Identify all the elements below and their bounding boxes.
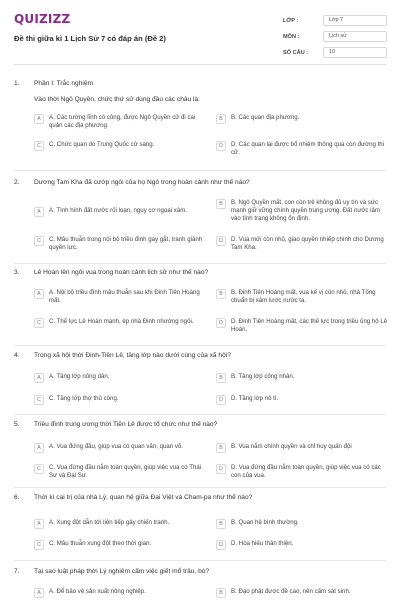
option-letter-box: A xyxy=(34,114,44,124)
option-d[interactable] xyxy=(216,318,390,334)
question-number: 2. xyxy=(14,179,20,186)
option-a[interactable] xyxy=(34,289,208,305)
option-d[interactable] xyxy=(216,540,390,550)
option-text: A. Xung đột dẫn tới liên tiếp gây chiến tranh. xyxy=(49,519,170,526)
option-text: A. Tầng lớp nông dân. xyxy=(49,373,110,380)
option-a[interactable] xyxy=(34,207,208,217)
option-b[interactable] xyxy=(216,114,390,124)
option-text: B. Tầng lớp công nhân. xyxy=(231,373,295,380)
option-letter-box: D xyxy=(216,236,226,246)
option-letter-box: B xyxy=(216,373,226,383)
option-text: A. Tình hình đất nước rối loạn, nguy cơ ngoại xâm. xyxy=(49,207,187,214)
meta-row-class xyxy=(283,13,387,28)
question-number: 6. xyxy=(14,494,20,501)
worksheet-title: Đề thi giữa kì 1 Lịch Sử 7 có đáp án (Đề 2) xyxy=(14,34,166,43)
question-divider xyxy=(14,560,386,561)
question-divider xyxy=(14,263,386,264)
meta-value-box: Lịch sử xyxy=(323,31,387,42)
question-text: Vào thời Ngô Quyền, chức thứ sử dùng đầu các châu là: xyxy=(34,96,201,103)
option-a[interactable] xyxy=(34,519,208,529)
option-letter-box: D xyxy=(216,141,226,151)
question-text: Dương Tam Kha đã cướp ngôi của họ Ngô trong hoàn cảnh như thế nào? xyxy=(34,179,250,186)
option-letter-box: C xyxy=(34,236,44,246)
option-letter-box: B xyxy=(216,114,226,124)
question-divider xyxy=(14,414,386,415)
question-6 xyxy=(14,494,386,558)
question-text: Triều đình trung ương thời Tiền Lê được tổ chức như thế nào? xyxy=(34,421,218,428)
option-b[interactable] xyxy=(216,588,390,598)
question-divider xyxy=(14,345,386,346)
option-text: C. Vua đứng đầu nắm toàn quyền, giúp việc vua có Thái Sư và Đại Sư. xyxy=(49,464,202,479)
option-text: A. Nội bộ triều đình mâu thuẫn sau khi Đinh Tiên Hoàng mất. xyxy=(49,289,200,304)
option-letter-box: D xyxy=(216,540,226,550)
option-letter-box: D xyxy=(216,318,226,328)
option-d[interactable] xyxy=(216,141,390,157)
option-text: D. Tầng lớp nô tì. xyxy=(231,395,279,402)
option-letter-box: C xyxy=(34,395,44,405)
option-text: D. Hòa hiếu thân thiện. xyxy=(231,540,294,547)
option-text: C. Tầng lớp thợ thủ công. xyxy=(49,395,119,402)
meta-label: LỚP : xyxy=(283,17,299,24)
question-text: Trong xã hội thời Đinh-Tiền Lê, tầng lớp nào dưới cùng của xã hội? xyxy=(34,352,231,359)
option-letter-box: A xyxy=(34,207,44,217)
option-letter-box: D xyxy=(216,395,226,405)
option-letter-box: B xyxy=(216,588,226,598)
option-letter-box: A xyxy=(34,588,44,598)
question-number: 4. xyxy=(14,352,20,359)
option-letter-box: A xyxy=(34,443,44,453)
option-a[interactable] xyxy=(34,114,208,130)
option-letter-box: C xyxy=(34,464,44,474)
meta-label: SỐ CÂU : xyxy=(283,49,309,56)
option-d[interactable] xyxy=(216,395,390,405)
option-letter-box: B xyxy=(216,519,226,529)
meta-value-box: 10 xyxy=(323,47,387,58)
option-text: D. Đinh Tiên Hoàng mất, các thế lực trong triều ủng hộ Lê Hoàn. xyxy=(231,318,388,333)
meta-row-subject xyxy=(283,29,387,44)
option-letter-box: A xyxy=(34,289,44,299)
option-letter-box: B xyxy=(216,289,226,299)
option-text: D. Các quan lại được bổ nhiệm thông qua con đường thi cử. xyxy=(231,141,385,156)
option-c[interactable] xyxy=(34,464,208,480)
option-c[interactable] xyxy=(34,395,208,405)
question-number: 5. xyxy=(14,421,20,428)
question-text: Lê Hoàn lên ngôi vua trong hoàn cảnh lịch sử như thế nào? xyxy=(34,269,209,276)
option-text: D. Vua mới còn nhỏ, giao quyền nhiếp chính cho Dương Tam Kha. xyxy=(231,236,384,251)
option-text: B. Ngô Quyền mất, con còn trẻ không đủ uy tín và sức mạnh giữ vững chính quyền trung ương. Đất nước lâm vào tình trạng không ổn định. xyxy=(231,199,380,222)
option-text: C. Thế lực Lê Hoàn mạnh, ép nhà Đinh nhường ngôi. xyxy=(49,318,194,325)
option-letter-box: B xyxy=(216,199,226,209)
option-c[interactable] xyxy=(34,540,208,550)
option-text: B. Quan hệ bình thường. xyxy=(231,519,299,526)
question-divider xyxy=(14,487,386,488)
option-b[interactable] xyxy=(216,519,390,529)
quizizz-logo: QUIZIZZ xyxy=(14,12,71,26)
question-text: Thời kì cai trị của nhà Lý, quan hệ giữa Đại Việt và Cham-pa như thế nào? xyxy=(34,494,253,501)
option-text: A. Vua đứng đầu, giúp vua có quan văn, quan võ. xyxy=(49,443,183,450)
meta-value-box: Lớp 7 xyxy=(323,15,387,26)
option-b[interactable] xyxy=(216,199,390,223)
option-letter-box: A xyxy=(34,373,44,383)
option-c[interactable] xyxy=(34,318,208,328)
option-text: A. Để bảo vệ sản xuất nông nghiệp. xyxy=(49,588,146,595)
option-letter-box: D xyxy=(216,464,226,474)
question-4 xyxy=(14,352,386,412)
meta-label: MÔN : xyxy=(283,33,300,40)
option-letter-box: C xyxy=(34,318,44,328)
question-1 xyxy=(14,80,386,170)
section-heading: Phần I: Trắc nghiệm xyxy=(34,80,94,87)
header-divider xyxy=(14,64,386,65)
question-number: 3. xyxy=(14,269,20,276)
option-text: B. Các quan địa phương. xyxy=(231,114,300,121)
option-text: D. Vua đứng đầu nắm toàn quyền, giúp việc vua có các con của vua. xyxy=(231,464,381,479)
question-2 xyxy=(14,179,386,263)
option-letter-box: C xyxy=(34,540,44,550)
option-b[interactable] xyxy=(216,443,390,453)
option-letter-box: A xyxy=(34,519,44,529)
question-number: 7. xyxy=(14,568,20,575)
option-c[interactable] xyxy=(34,236,208,252)
question-divider xyxy=(14,170,386,171)
option-a[interactable] xyxy=(34,443,208,453)
worksheet-meta xyxy=(283,13,387,61)
question-7 xyxy=(14,568,386,600)
option-d[interactable] xyxy=(216,236,390,252)
option-b[interactable] xyxy=(216,289,390,305)
option-a[interactable] xyxy=(34,588,208,598)
question-3 xyxy=(14,269,386,345)
option-text: C. Mâu thuẫn xung đột theo thời gian. xyxy=(49,540,152,547)
meta-row-question-count xyxy=(283,45,387,60)
option-text: C. Mâu thuẫn trong nội bộ triều đình gay gắt, tranh giành quyền lực. xyxy=(49,236,203,251)
option-text: B. Đạo phật được đề cao, nên cấm sát sinh. xyxy=(231,588,351,595)
option-b[interactable] xyxy=(216,373,390,383)
option-text: B. Vua nắm chính quyền và chỉ huy quân đội xyxy=(231,443,352,450)
option-letter-box: B xyxy=(216,443,226,453)
option-text: C. Chức quan do Trung Quốc cử sang. xyxy=(49,141,155,148)
option-letter-box: C xyxy=(34,141,44,151)
option-a[interactable] xyxy=(34,373,208,383)
option-text: B. Đinh Tiên Hoàng mất, vua kế vị còn nhỏ, nhà Tống chuẩn bị xâm lược nước ta. xyxy=(231,289,376,304)
option-c[interactable] xyxy=(34,141,208,151)
question-number: 1. xyxy=(14,80,20,87)
question-text: Tại sao luật pháp thời Lý nghiêm cấm việc giết mổ trâu, bò? xyxy=(34,568,210,575)
question-5 xyxy=(14,421,386,487)
option-d[interactable] xyxy=(216,464,390,480)
option-text: A. Các tướng lĩnh có công, được Ngô Quyền cử đi cai quản các địa phương. xyxy=(49,114,196,129)
